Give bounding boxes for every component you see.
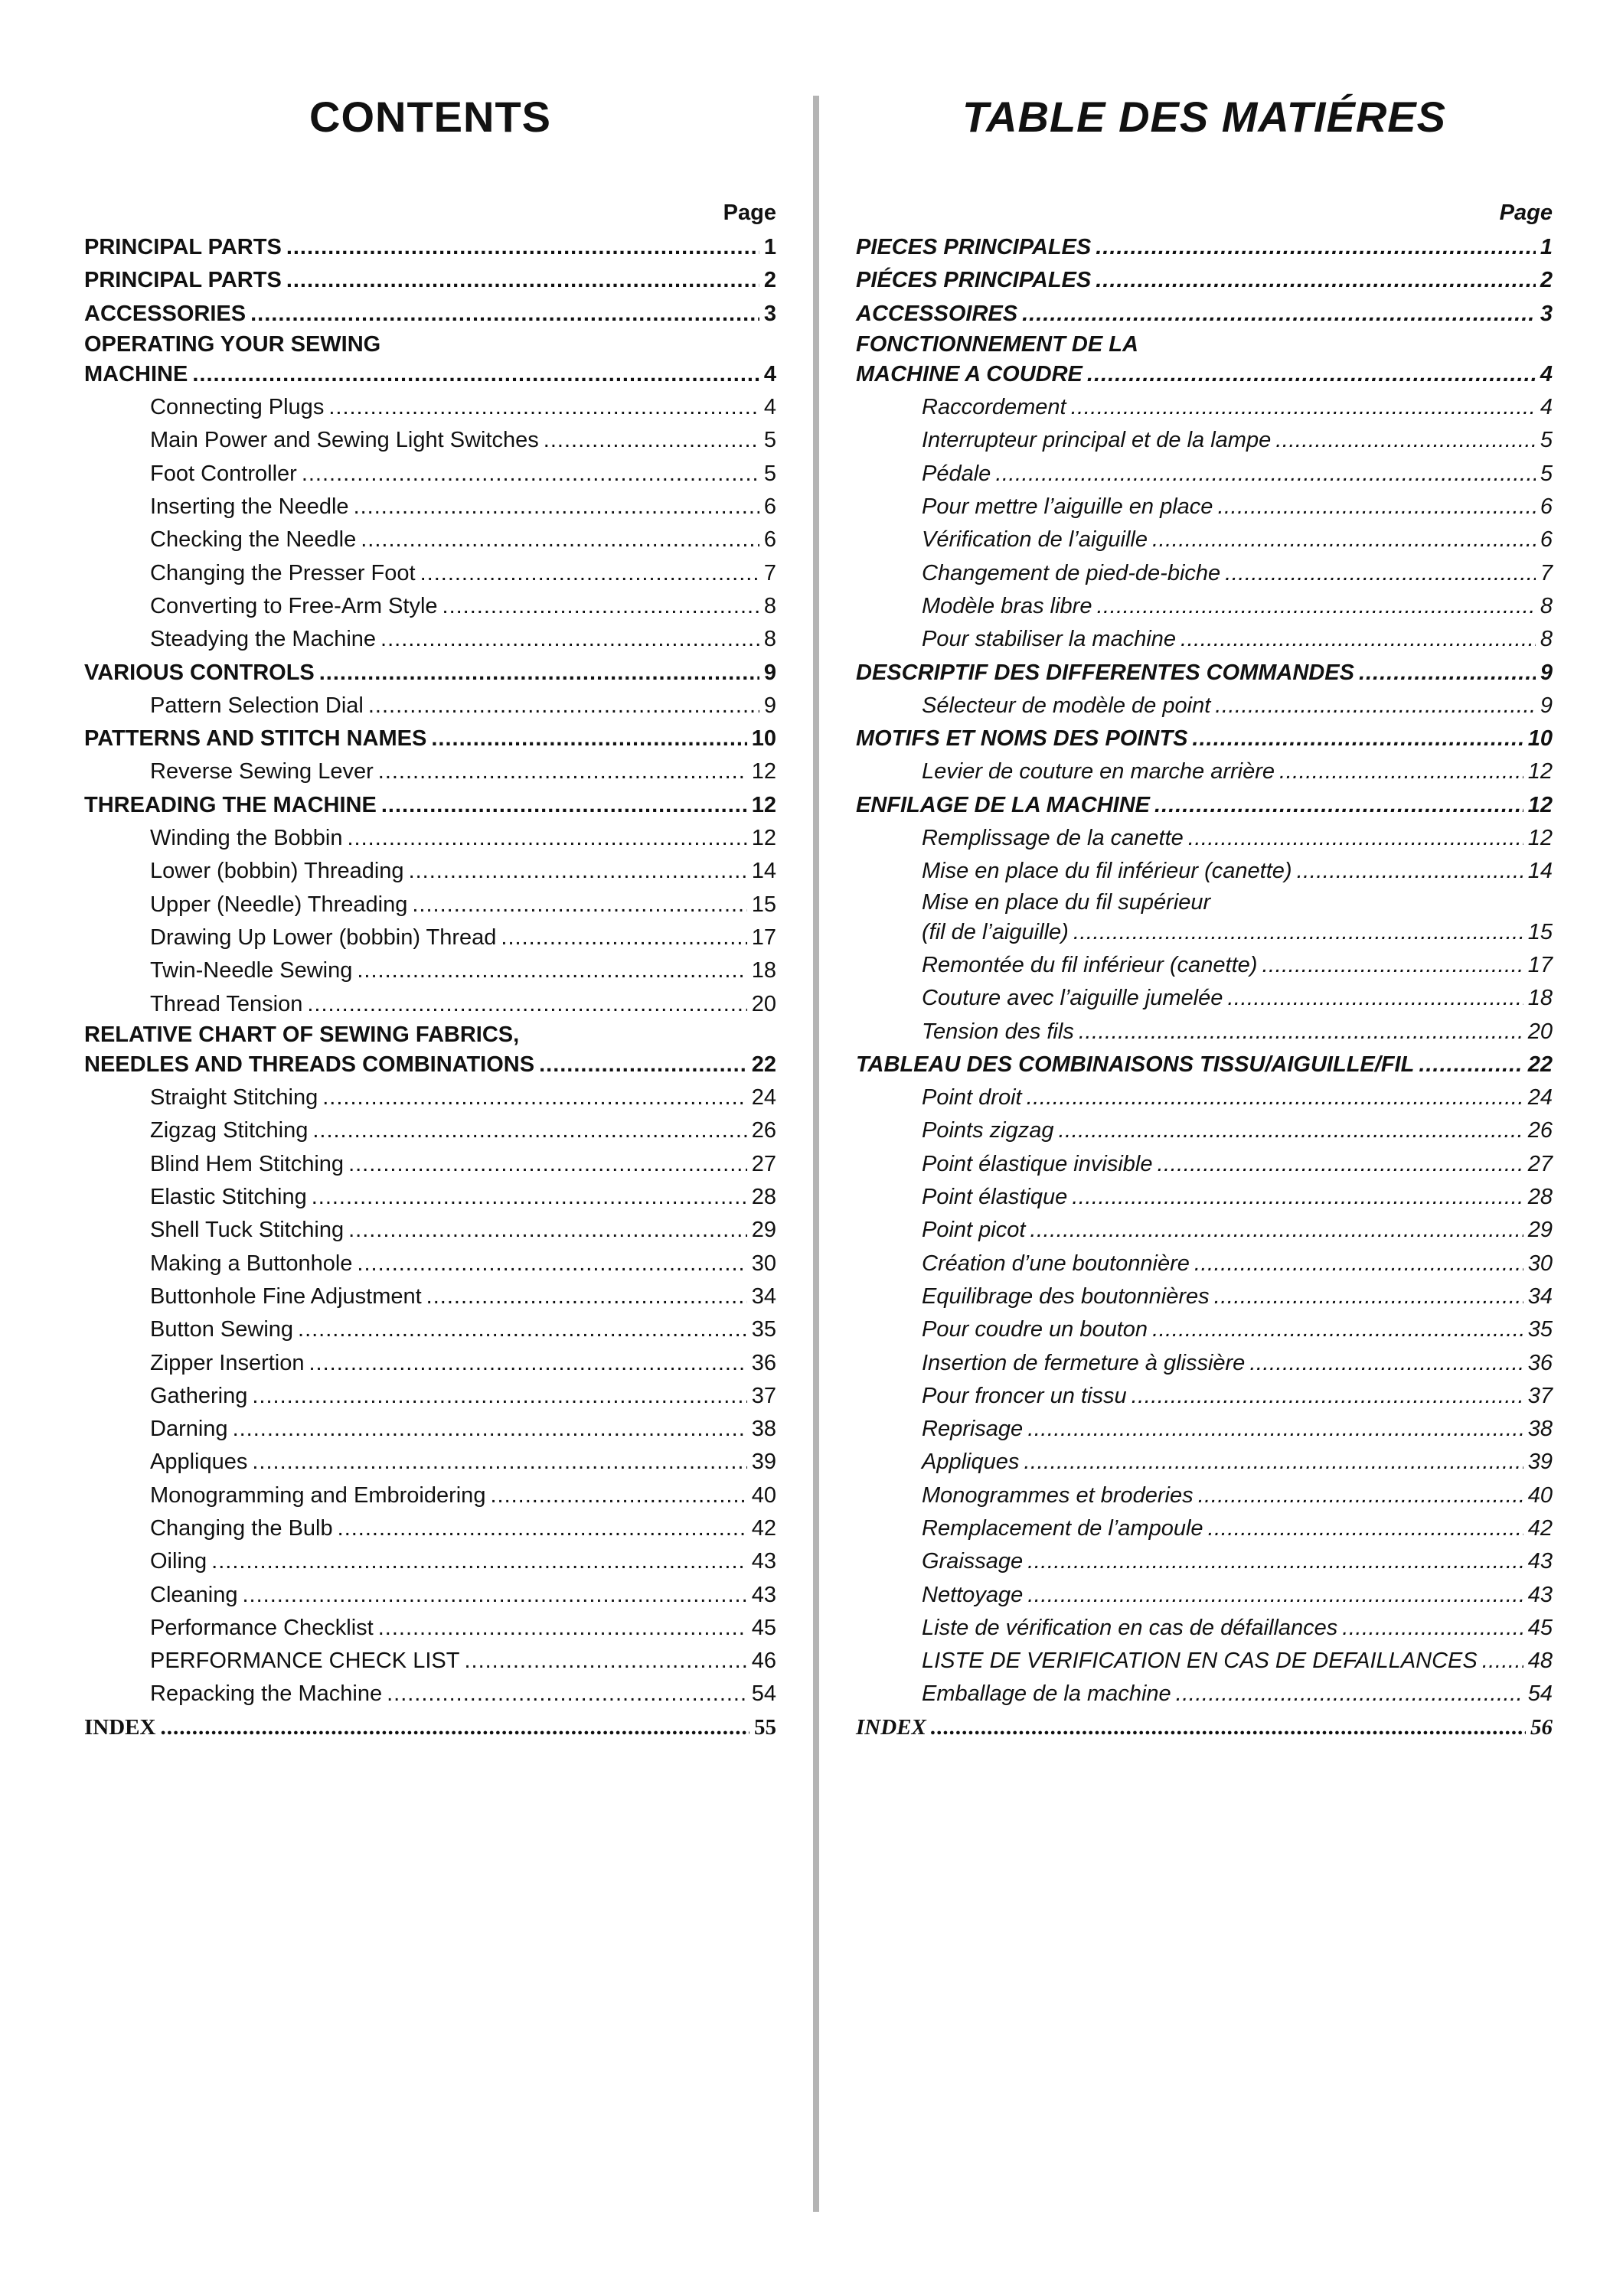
toc-subentry[interactable]: Remplacement de l’ampoule ..... 42 xyxy=(856,1512,1553,1545)
toc-subentry[interactable]: Appliques ..... 39 xyxy=(84,1446,776,1479)
toc-entry-heading-line: RELATIVE CHART OF SEWING FABRICS, xyxy=(84,1022,520,1047)
toc-subentry[interactable]: Blind Hem Stitching ..... 27 xyxy=(84,1148,776,1181)
toc-subentry[interactable]: Nettoyage ..... 43 xyxy=(856,1579,1553,1612)
toc-subentry[interactable]: Elastic Stitching ..... 28 xyxy=(84,1181,776,1214)
toc-subentry[interactable]: (fil de l’aiguille) ..... 15 xyxy=(856,916,1553,949)
toc-subentry[interactable]: Button Sewing ..... 35 xyxy=(84,1313,776,1346)
toc-entry[interactable]: PRINCIPAL PARTS ..... 2 xyxy=(84,264,776,297)
toc-entry[interactable]: ACCESSOIRES ..... 3 xyxy=(856,298,1553,331)
toc-entry[interactable]: PRINCIPAL PARTS ..... 1 xyxy=(84,231,776,264)
toc-entry-heading-line: FONCTIONNEMENT DE LA xyxy=(856,331,1138,357)
toc-entry[interactable]: ENFILAGE DE LA MACHINE ..... 12 xyxy=(856,789,1553,822)
toc-subentry[interactable]: Converting to Free-Arm Style ..... 8 xyxy=(84,590,776,623)
toc-subentry[interactable]: Main Power and Sewing Light Switches ..... 5 xyxy=(84,424,776,457)
toc-subentry[interactable]: Connecting Plugs ..... 4 xyxy=(84,391,776,424)
toc-subentry[interactable]: Mise en place du fil inférieur (canette) ..... 14 xyxy=(856,855,1553,888)
toc-subentry[interactable]: Buttonhole Fine Adjustment ..... 34 xyxy=(84,1280,776,1313)
toc-subentry[interactable]: Oiling ..... 43 xyxy=(84,1545,776,1578)
toc-subentry[interactable]: Remplissage de la canette ..... 12 xyxy=(856,822,1553,855)
column-divider xyxy=(813,96,819,2212)
toc-entry[interactable]: PATTERNS AND STITCH NAMES ..... 10 xyxy=(84,722,776,755)
toc-entry[interactable]: VARIOUS CONTROLS ..... 9 xyxy=(84,657,776,690)
toc-subentry[interactable]: LISTE DE VERIFICATION EN CAS DE DEFAILLANCES ..... 48 xyxy=(856,1645,1553,1678)
toc-subentry[interactable]: Zigzag Stitching ..... 26 xyxy=(84,1114,776,1147)
toc-subentry[interactable]: Winding the Bobbin ..... 12 xyxy=(84,822,776,855)
toc-entry[interactable]: PIECES PRINCIPALES ..... 1 xyxy=(856,231,1553,264)
page-column-header: Page xyxy=(723,201,776,225)
toc-subentry[interactable]: PERFORMANCE CHECK LIST ..... 46 xyxy=(84,1645,776,1678)
toc-subentry[interactable]: Pour mettre l’aiguille en place ..... 6 xyxy=(856,491,1553,523)
toc-subentry[interactable]: Pédale ..... 5 xyxy=(856,458,1553,491)
toc-list xyxy=(856,231,1553,1744)
page-title: CONTENTS xyxy=(309,93,551,141)
toc-subentry[interactable]: Reprisage ..... 38 xyxy=(856,1413,1553,1446)
toc-subentry[interactable]: Straight Stitching ..... 24 xyxy=(84,1081,776,1114)
toc-subentry[interactable]: Appliques ..... 39 xyxy=(856,1446,1553,1479)
toc-subentry[interactable]: Thread Tension ..... 20 xyxy=(84,988,776,1021)
toc-subentry[interactable]: Gathering ..... 37 xyxy=(84,1380,776,1413)
toc-subentry[interactable]: Point droit ..... 24 xyxy=(856,1081,1553,1114)
toc-subentry[interactable]: Tension des fils ..... 20 xyxy=(856,1016,1553,1049)
toc-subentry[interactable]: Points zigzag ..... 26 xyxy=(856,1114,1553,1147)
toc-subentry[interactable]: Graissage ..... 43 xyxy=(856,1545,1553,1578)
toc-entry[interactable]: MOTIFS ET NOMS DES POINTS ..... 10 xyxy=(856,722,1553,755)
toc-subentry[interactable]: Checking the Needle ..... 6 xyxy=(84,523,776,556)
toc-subentry[interactable]: Darning ..... 38 xyxy=(84,1413,776,1446)
toc-subentry[interactable]: Changing the Presser Foot ..... 7 xyxy=(84,557,776,590)
toc-subentry[interactable]: Point picot ..... 29 xyxy=(856,1214,1553,1247)
toc-entry[interactable]: DESCRIPTIF DES DIFFERENTES COMMANDES ..... 9 xyxy=(856,657,1553,690)
toc-subentry[interactable]: Insertion de fermeture à glissière ..... 36 xyxy=(856,1347,1553,1380)
toc-subentry[interactable]: Vérification de l’aiguille ..... 6 xyxy=(856,523,1553,556)
toc-subentry[interactable]: Couture avec l’aiguille jumelée ..... 18 xyxy=(856,982,1553,1015)
toc-subentry[interactable]: Pattern Selection Dial ..... 9 xyxy=(84,690,776,722)
toc-entry[interactable]: PIÉCES PRINCIPALES ..... 2 xyxy=(856,264,1553,297)
toc-subentry[interactable]: Making a Buttonhole ..... 30 xyxy=(84,1247,776,1280)
toc-entry[interactable]: MACHINE A COUDRE ..... 4 xyxy=(856,358,1553,391)
toc-entry[interactable]: THREADING THE MACHINE ..... 12 xyxy=(84,789,776,822)
toc-entry[interactable]: MACHINE ..... 4 xyxy=(84,358,776,391)
toc-subentry[interactable]: Upper (Needle) Threading ..... 15 xyxy=(84,889,776,921)
toc-subentry[interactable]: Cleaning ..... 43 xyxy=(84,1579,776,1612)
toc-subentry[interactable]: Equilibrage des boutonnières ..... 34 xyxy=(856,1280,1553,1313)
toc-subentry[interactable]: Reverse Sewing Lever ..... 12 xyxy=(84,755,776,788)
toc-subentry[interactable]: Création d’une boutonnière ..... 30 xyxy=(856,1247,1553,1280)
toc-subentry[interactable]: Inserting the Needle ..... 6 xyxy=(84,491,776,523)
toc-subentry[interactable]: Point élastique invisible ..... 27 xyxy=(856,1148,1553,1181)
toc-subentry[interactable]: Monogramming and Embroidering ..... 40 xyxy=(84,1479,776,1512)
toc-subentry[interactable]: Raccordement ..... 4 xyxy=(856,391,1553,424)
toc-subentry[interactable]: Repacking the Machine ..... 54 xyxy=(84,1678,776,1711)
toc-entry-heading-line: OPERATING YOUR SEWING xyxy=(84,331,381,357)
toc-subentry[interactable]: Drawing Up Lower (bobbin) Thread ..... 17 xyxy=(84,921,776,954)
toc-subentry[interactable]: Modèle bras libre ..... 8 xyxy=(856,590,1553,623)
toc-subentry-line: Mise en place du fil supérieur xyxy=(922,889,1211,915)
toc-subentry[interactable]: Emballage de la machine ..... 54 xyxy=(856,1678,1553,1711)
toc-entry-index[interactable]: INDEX ..... 56 xyxy=(856,1711,1553,1744)
toc-entry[interactable]: ACCESSORIES ..... 3 xyxy=(84,298,776,331)
toc-subentry[interactable]: Zipper Insertion ..... 36 xyxy=(84,1347,776,1380)
toc-subentry[interactable]: Point élastique ..... 28 xyxy=(856,1181,1553,1214)
toc-subentry[interactable]: Twin-Needle Sewing ..... 18 xyxy=(84,954,776,987)
toc-list xyxy=(84,231,776,1744)
toc-subentry[interactable]: Monogrammes et broderies ..... 40 xyxy=(856,1479,1553,1512)
toc-subentry[interactable]: Shell Tuck Stitching ..... 29 xyxy=(84,1214,776,1247)
toc-subentry[interactable]: Changing the Bulb ..... 42 xyxy=(84,1512,776,1545)
toc-subentry[interactable]: Pour stabiliser la machine ..... 8 xyxy=(856,623,1553,656)
toc-subentry[interactable]: Interrupteur principal et de la lampe ..... 5 xyxy=(856,424,1553,457)
toc-subentry[interactable]: Pour coudre un bouton ..... 35 xyxy=(856,1313,1553,1346)
toc-subentry[interactable]: Pour froncer un tissu ..... 37 xyxy=(856,1380,1553,1413)
toc-subentry[interactable]: Remontée du fil inférieur (canette) ..... 17 xyxy=(856,949,1553,982)
toc-subentry[interactable]: Performance Checklist ..... 45 xyxy=(84,1612,776,1645)
toc-subentry[interactable]: Changement de pied-de-biche ..... 7 xyxy=(856,557,1553,590)
toc-subentry[interactable]: Lower (bobbin) Threading ..... 14 xyxy=(84,855,776,888)
page-column-header: Page xyxy=(1499,201,1553,225)
toc-subentry[interactable]: Levier de couture en marche arrière ..... 12 xyxy=(856,755,1553,788)
toc-subentry[interactable]: Liste de vérification en cas de défaillances ..... 45 xyxy=(856,1612,1553,1645)
toc-entry-index[interactable]: INDEX ..... 55 xyxy=(84,1711,776,1744)
toc-subentry[interactable]: Sélecteur de modèle de point ..... 9 xyxy=(856,690,1553,722)
toc-entry[interactable]: TABLEAU DES COMBINAISONS TISSU/AIGUILLE/FIL ..... 22 xyxy=(856,1049,1553,1081)
toc-entry[interactable]: NEEDLES AND THREADS COMBINATIONS ..... 22 xyxy=(84,1049,776,1081)
toc-subentry[interactable]: Foot Controller ..... 5 xyxy=(84,458,776,491)
toc-subentry[interactable]: Steadying the Machine ..... 8 xyxy=(84,623,776,656)
page-title-french: TABLE DES MATIÉRES xyxy=(962,93,1446,141)
